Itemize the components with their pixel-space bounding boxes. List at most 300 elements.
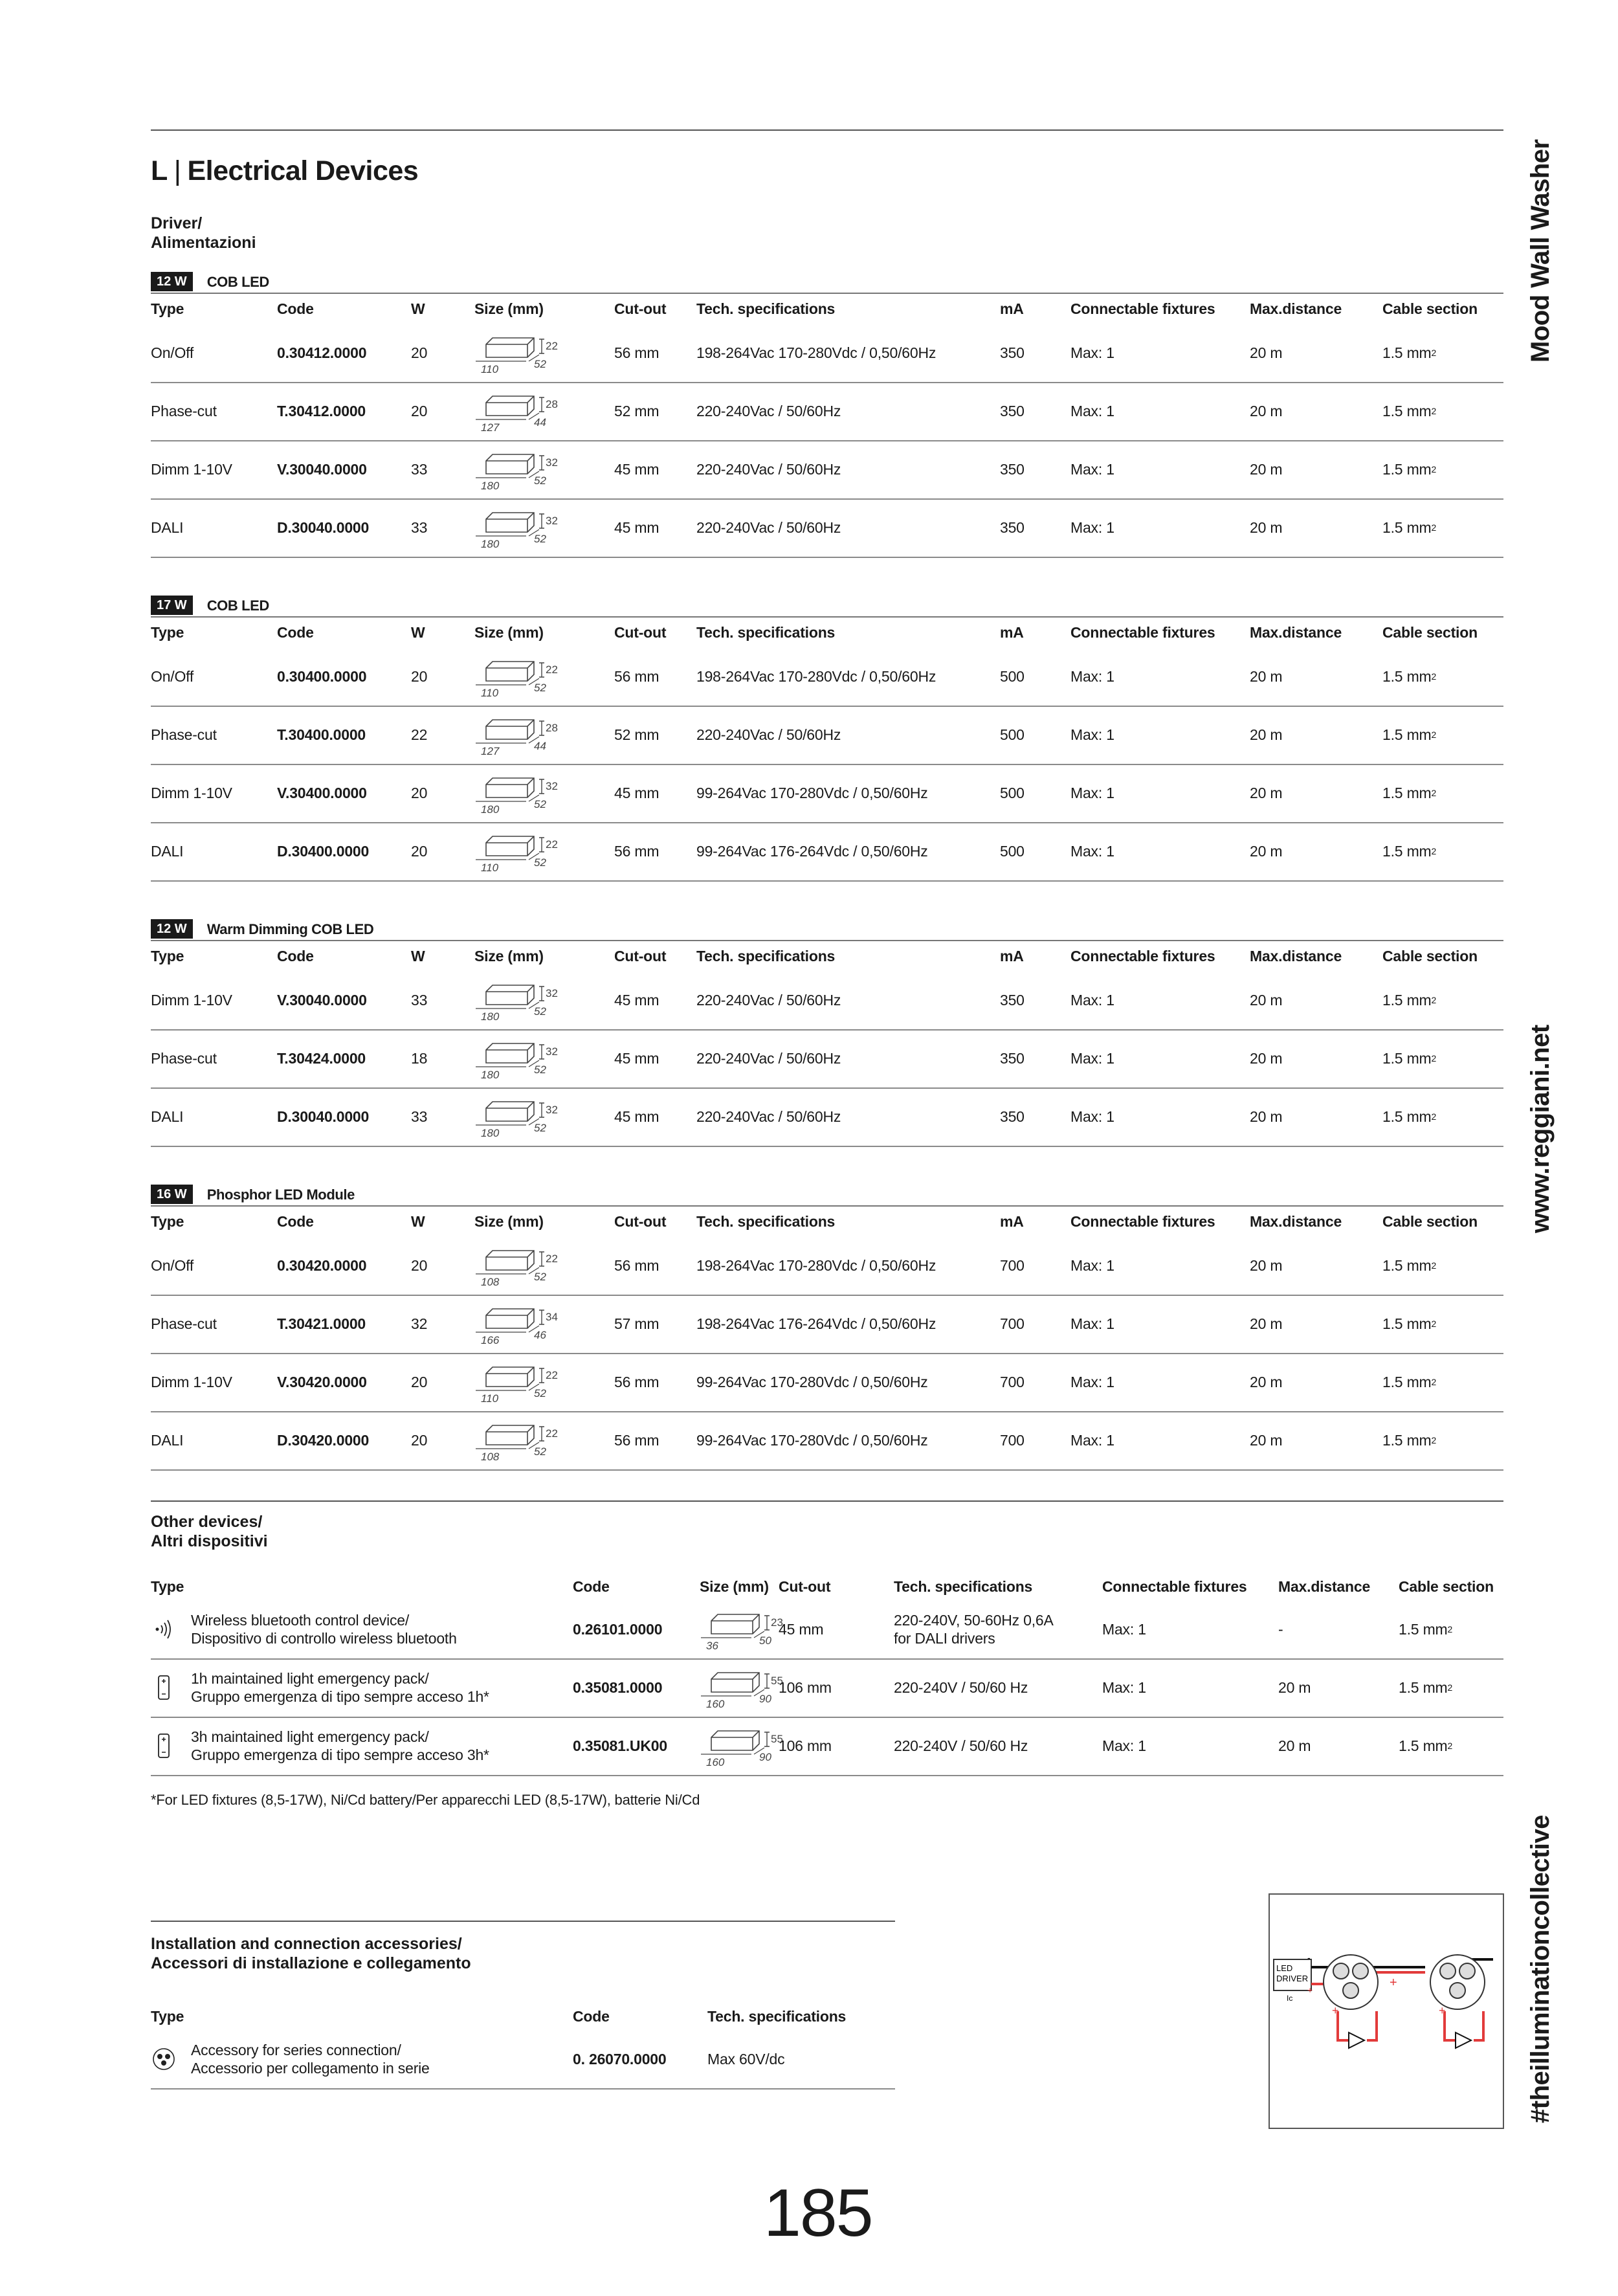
size-diagram-height-marker xyxy=(539,1103,544,1117)
size-diagram xyxy=(474,831,565,874)
col-distance-header: Max.distance xyxy=(1250,1212,1342,1230)
accessories-heading-en: Installation and connection accessories/ xyxy=(151,1935,462,1953)
col-cutout-header: Cut-out xyxy=(614,947,667,964)
cable-cell-exponent: 2 xyxy=(1431,464,1437,474)
cutout-cell: 57 mm xyxy=(614,1315,659,1332)
col-size-header: Size (mm) xyxy=(474,1212,544,1230)
section-name: COB LED xyxy=(206,597,269,614)
acc-type-cell xyxy=(191,2030,430,2088)
footnote: *For LED fixtures (8,5-17W), Ni/Cd battery/Per apparecchi LED (8,5-17W), batterie Ni/Cd xyxy=(151,1792,700,1808)
distance-cell: 20 m xyxy=(1250,1315,1283,1332)
size-diagram-box-outline xyxy=(486,454,534,474)
other-fixtures-cell: Max: 1 xyxy=(1102,1678,1146,1696)
size-diagram xyxy=(474,656,565,699)
tech-cell: 198-264Vac 170-280Vdc / 0,50/60Hz xyxy=(696,344,936,361)
other-cutout-cell: 106 mm xyxy=(779,1678,832,1696)
side-product-name: Mood Wall Washer xyxy=(1526,139,1555,362)
size-diagram-box-outline xyxy=(486,1102,534,1121)
col-code-header: Code xyxy=(277,1212,314,1230)
watt-cell: 33 xyxy=(411,1108,428,1125)
size-diagram-box-outline xyxy=(486,985,534,1005)
fixtures-cell: Max: 1 xyxy=(1070,991,1114,1009)
other-cable-cell-value: 1.5 mm xyxy=(1399,1737,1448,1754)
cable-cell-exponent: 2 xyxy=(1431,1111,1437,1122)
other-cutout-cell: 106 mm xyxy=(779,1737,832,1754)
tech-cell: 220-240Vac / 50/60Hz xyxy=(696,402,841,419)
other-type-cell-line-1: 3h maintained light emergency pack/ xyxy=(191,1728,429,1745)
size-diagram-width: 52 xyxy=(534,1445,546,1458)
other-size-diagram xyxy=(700,1667,790,1710)
watt-cell: 33 xyxy=(411,518,428,536)
table-header-row xyxy=(151,942,1503,970)
other-type-cell-line-2: Gruppo emergenza di tipo sempre acceso 3h* xyxy=(191,1746,489,1763)
tech-cell: 220-240Vac / 50/60Hz xyxy=(696,460,841,478)
ma-cell: 350 xyxy=(1000,402,1025,419)
size-diagram-drawing xyxy=(474,391,565,434)
size-diagram-height: 34 xyxy=(546,1311,558,1323)
cable-cell-value: 1.5 mm xyxy=(1382,842,1432,860)
cable-cell-exponent: 2 xyxy=(1431,995,1437,1005)
size-diagram-box-outline xyxy=(486,513,534,532)
size-diagram xyxy=(474,391,565,434)
watt-cell: 33 xyxy=(411,460,428,478)
distance-cell: 20 m xyxy=(1250,518,1283,536)
size-diagram-width: 52 xyxy=(534,358,546,370)
size-diagram-height-marker xyxy=(539,339,544,353)
other-size-diagram-length: 160 xyxy=(706,1698,725,1710)
code-cell: V.30040.0000 xyxy=(277,460,367,478)
size-diagram-drawing xyxy=(474,1038,565,1081)
size-diagram xyxy=(474,449,565,492)
other-fixtures-cell: Max: 1 xyxy=(1102,1620,1146,1638)
size-diagram-box-outline xyxy=(486,1251,534,1270)
fixtures-cell: Max: 1 xyxy=(1070,402,1114,419)
size-diagram-width: 52 xyxy=(534,1005,546,1018)
other-col-size-header: Size (mm) xyxy=(700,1577,769,1595)
cutout-cell: 56 mm xyxy=(614,1373,659,1390)
size-diagram-height-marker xyxy=(539,1045,544,1059)
size-diagram-box-outline xyxy=(486,1309,534,1328)
cable-cell-value: 1.5 mm xyxy=(1382,1373,1432,1390)
col-fixtures-header: Connectable fixtures xyxy=(1070,947,1215,964)
other-cable-cell-exponent: 2 xyxy=(1447,1682,1453,1693)
table-row xyxy=(151,1295,1503,1354)
series-connection-diagram xyxy=(1269,1893,1504,2129)
section-rule xyxy=(151,293,1503,294)
size-diagram-width: 46 xyxy=(534,1329,546,1341)
code-cell: D.30420.0000 xyxy=(277,1431,370,1449)
table-header-row xyxy=(151,295,1503,322)
size-diagram xyxy=(474,773,565,816)
tech-cell: 99-264Vac 170-280Vdc / 0,50/60Hz xyxy=(696,1373,928,1390)
col-ma-header: mA xyxy=(1000,300,1024,317)
size-diagram-box-outline xyxy=(486,396,534,416)
watt-cell: 20 xyxy=(411,344,428,361)
size-diagram-height: 28 xyxy=(546,398,558,410)
accessories-heading-it: Accessori di installazione e collegamento xyxy=(151,1954,471,1972)
driver-label-ic: Ic xyxy=(1287,1994,1293,2003)
other-size-diagram-length: 36 xyxy=(706,1640,718,1652)
other-type-cell-line-1: 1h maintained light emergency pack/ xyxy=(191,1670,429,1687)
other-size-diagram-height: 55 xyxy=(771,1733,783,1745)
size-diagram-drawing xyxy=(474,1420,565,1463)
cutout-cell: 56 mm xyxy=(614,1256,659,1274)
other-size-diagram-height-marker xyxy=(764,1616,770,1630)
ma-cell: 500 xyxy=(1000,667,1025,685)
led-symbol-1 xyxy=(1349,2033,1364,2048)
code-cell: T.30412.0000 xyxy=(277,402,366,419)
type-cell: DALI xyxy=(151,518,184,536)
connector-1-terminal-a xyxy=(1333,1963,1349,1979)
size-diagram-drawing xyxy=(474,1097,565,1139)
col-code-header: Code xyxy=(277,947,314,964)
size-diagram-length: 127 xyxy=(481,421,500,434)
size-diagram xyxy=(474,507,565,550)
watt-cell: 20 xyxy=(411,402,428,419)
code-cell: 0.30420.0000 xyxy=(277,1256,367,1274)
other-cutout-cell: 45 mm xyxy=(779,1620,824,1638)
connector-icon-svg xyxy=(152,2045,175,2073)
section-bar xyxy=(151,272,269,291)
other-size-diagram-length: 160 xyxy=(706,1756,725,1768)
size-diagram xyxy=(474,1304,565,1346)
col-ma-header: mA xyxy=(1000,623,1024,641)
drivers-heading-it: Alimentazioni xyxy=(151,234,256,252)
type-cell: Phase-cut xyxy=(151,1315,217,1332)
wattage-badge: 17 W xyxy=(151,596,193,615)
table-row xyxy=(151,706,1503,765)
size-diagram-drawing xyxy=(474,656,565,699)
fixtures-cell: Max: 1 xyxy=(1070,1108,1114,1125)
type-cell: Dimm 1-10V xyxy=(151,1373,232,1390)
size-diagram-height: 22 xyxy=(546,1253,558,1265)
size-diagram-height: 32 xyxy=(546,1045,558,1058)
col-cutout-header: Cut-out xyxy=(614,1212,667,1230)
cable-cell-exponent: 2 xyxy=(1431,671,1437,682)
col-code-header: Code xyxy=(277,300,314,317)
tech-cell: 198-264Vac 170-280Vdc / 0,50/60Hz xyxy=(696,1256,936,1274)
distance-cell: 20 m xyxy=(1250,1373,1283,1390)
col-w-header: W xyxy=(411,1212,425,1230)
cutout-cell: 52 mm xyxy=(614,402,659,419)
size-diagram-box-outline xyxy=(486,662,534,681)
tech-cell: 220-240Vac / 50/60Hz xyxy=(696,518,841,536)
col-w-header: W xyxy=(411,300,425,317)
size-diagram-length: 180 xyxy=(481,538,500,550)
size-diagram xyxy=(474,980,565,1023)
size-diagram xyxy=(474,715,565,757)
other-devices-heading xyxy=(151,1512,268,1551)
connector-pin-b xyxy=(165,2054,170,2059)
other-size-diagram xyxy=(700,1609,790,1652)
cable-cell xyxy=(1382,498,1436,557)
cable-cell-exponent: 2 xyxy=(1431,1260,1437,1271)
other-tech-cell xyxy=(894,1600,1054,1658)
fixtures-cell: Max: 1 xyxy=(1070,518,1114,536)
type-cell: DALI xyxy=(151,1431,184,1449)
cable-cell xyxy=(1382,647,1436,706)
size-diagram-height-marker xyxy=(539,779,544,794)
wiring-diagram-svg xyxy=(1270,1895,1503,2128)
col-tech-header: Tech. specifications xyxy=(696,1212,836,1230)
watt-cell: 32 xyxy=(411,1315,428,1332)
ma-cell: 500 xyxy=(1000,726,1025,743)
other-heading-en: Other devices/ xyxy=(151,1513,263,1531)
connector-1-terminal-c xyxy=(1343,1983,1358,1998)
driver-minus-sign: - xyxy=(1307,1952,1311,1963)
size-diagram-height: 32 xyxy=(546,987,558,999)
col-size-header: Size (mm) xyxy=(474,947,544,964)
code-cell: D.30040.0000 xyxy=(277,1108,370,1125)
cable-cell-value: 1.5 mm xyxy=(1382,402,1432,419)
cutout-cell: 56 mm xyxy=(614,1431,659,1449)
cutout-cell: 45 mm xyxy=(614,991,659,1009)
cable-cell xyxy=(1382,1236,1436,1295)
fixtures-cell: Max: 1 xyxy=(1070,667,1114,685)
table-row xyxy=(151,1087,1503,1147)
other-code-cell: 0.35081.UK00 xyxy=(573,1737,667,1754)
driver-plus-sign: + xyxy=(1307,1985,1313,1995)
size-diagram-length: 180 xyxy=(481,803,500,816)
other-type-cell-line-2: Gruppo emergenza di tipo sempre acceso 1h* xyxy=(191,1688,489,1705)
page-number: 185 xyxy=(764,2176,872,2251)
tech-cell: 220-240Vac / 50/60Hz xyxy=(696,1049,841,1067)
other-size-diagram-drawing xyxy=(700,1609,790,1652)
watt-cell: 20 xyxy=(411,667,428,685)
other-distance-cell: 20 m xyxy=(1278,1678,1311,1696)
other-type-cell-lines xyxy=(191,1669,489,1706)
watt-cell: 20 xyxy=(411,1431,428,1449)
col-distance-header: Max.distance xyxy=(1250,300,1342,317)
size-diagram-height-marker xyxy=(539,663,544,677)
type-cell: On/Off xyxy=(151,667,194,685)
distance-cell: 20 m xyxy=(1250,991,1283,1009)
led-2-plus-sign: + xyxy=(1439,2004,1446,2017)
size-diagram-length: 108 xyxy=(481,1276,500,1288)
size-diagram-height-marker xyxy=(539,986,544,1001)
cable-cell-value: 1.5 mm xyxy=(1382,460,1432,478)
cutout-cell: 56 mm xyxy=(614,667,659,685)
driver-label-led: LED xyxy=(1276,1963,1293,1973)
size-diagram-width: 44 xyxy=(534,416,546,429)
other-col-fix-header: Connectable fixtures xyxy=(1102,1577,1247,1595)
col-w-header: W xyxy=(411,623,425,641)
section-title: Electrical Devices xyxy=(187,155,419,186)
size-diagram-box-outline xyxy=(486,720,534,739)
size-diagram-height: 32 xyxy=(546,780,558,792)
accessories-rule xyxy=(151,1921,895,1922)
led-1-plus-sign: + xyxy=(1332,2004,1339,2017)
col-distance-header: Max.distance xyxy=(1250,947,1342,964)
cable-cell-exponent: 2 xyxy=(1431,1435,1437,1445)
ma-cell: 350 xyxy=(1000,1049,1025,1067)
size-diagram-height-marker xyxy=(539,456,544,470)
size-diagram xyxy=(474,1038,565,1081)
col-size-header: Size (mm) xyxy=(474,623,544,641)
fixtures-cell: Max: 1 xyxy=(1070,726,1114,743)
type-cell: Phase-cut xyxy=(151,402,217,419)
col-type-header: Type xyxy=(151,1212,184,1230)
other-col-code-header: Code xyxy=(573,1577,610,1595)
col-tech-header: Tech. specifications xyxy=(696,300,836,317)
cable-cell-exponent: 2 xyxy=(1431,522,1437,533)
watt-cell: 22 xyxy=(411,726,428,743)
other-cable-cell xyxy=(1399,1600,1452,1658)
battery-icon xyxy=(151,1658,177,1717)
size-diagram-drawing xyxy=(474,333,565,375)
red-loop-2 xyxy=(1445,2011,1483,2040)
col-cutout-header: Cut-out xyxy=(614,300,667,317)
size-diagram xyxy=(474,1245,565,1288)
cable-cell xyxy=(1382,1029,1436,1087)
fixtures-cell: Max: 1 xyxy=(1070,784,1114,801)
other-type-cell xyxy=(191,1658,489,1717)
tech-cell: 220-240Vac / 50/60Hz xyxy=(696,726,841,743)
table-row xyxy=(151,1029,1503,1089)
other-tech-cell-line-2: for DALI drivers xyxy=(894,1630,995,1647)
acc-col-code-header: Code xyxy=(573,2007,610,2025)
cutout-cell: 45 mm xyxy=(614,1049,659,1067)
other-cable-cell-exponent: 2 xyxy=(1447,1741,1453,1751)
col-fixtures-header: Connectable fixtures xyxy=(1070,300,1215,317)
size-diagram-length: 110 xyxy=(481,862,499,874)
type-cell: On/Off xyxy=(151,344,194,361)
driver-label-driver: DRIVER xyxy=(1276,1974,1309,1983)
code-cell: V.30040.0000 xyxy=(277,991,367,1009)
other-code-cell: 0.26101.0000 xyxy=(573,1620,663,1638)
distance-cell: 20 m xyxy=(1250,1049,1283,1067)
distance-cell: 20 m xyxy=(1250,726,1283,743)
size-diagram-width: 52 xyxy=(534,1122,546,1134)
type-cell: DALI xyxy=(151,1108,184,1125)
other-col-cut-header: Cut-out xyxy=(779,1577,831,1595)
size-diagram-drawing xyxy=(474,449,565,492)
cable-cell-value: 1.5 mm xyxy=(1382,784,1432,801)
section-bar xyxy=(151,1185,355,1204)
size-diagram-drawing xyxy=(474,1304,565,1346)
other-device-row xyxy=(151,1658,1503,1718)
watt-cell: 33 xyxy=(411,991,428,1009)
other-device-row xyxy=(151,1600,1503,1660)
size-diagram-drawing xyxy=(474,773,565,816)
watt-cell: 20 xyxy=(411,842,428,860)
size-diagram-width: 52 xyxy=(534,1387,546,1399)
other-size-diagram-height: 23 xyxy=(771,1616,783,1629)
acc-type-cell-line-2: Accessorio per collegamento in serie xyxy=(191,2060,430,2077)
type-cell: Phase-cut xyxy=(151,726,217,743)
col-type-header: Type xyxy=(151,300,184,317)
distance-cell: 20 m xyxy=(1250,1108,1283,1125)
connector-2-terminal-b xyxy=(1459,1963,1475,1979)
other-cable-cell xyxy=(1399,1658,1452,1717)
other-size-diagram-height-marker xyxy=(764,1732,770,1746)
size-diagram-height-marker xyxy=(539,838,544,852)
section-name: Phosphor LED Module xyxy=(206,1187,355,1203)
other-col-tech-header: Tech. specifications xyxy=(894,1577,1033,1595)
code-cell: D.30040.0000 xyxy=(277,518,370,536)
other-type-cell-lines xyxy=(191,1728,489,1764)
ma-cell: 350 xyxy=(1000,991,1025,1009)
size-diagram-width: 52 xyxy=(534,856,546,869)
fixtures-cell: Max: 1 xyxy=(1070,1256,1114,1274)
tech-cell: 99-264Vac 170-280Vdc / 0,50/60Hz xyxy=(696,784,928,801)
col-cable-header: Cable section xyxy=(1382,947,1478,964)
other-tech-cell-lines xyxy=(894,1611,1054,1647)
table-row xyxy=(151,822,1503,882)
cable-cell-exponent: 2 xyxy=(1431,406,1437,416)
other-header-row xyxy=(151,1573,1503,1600)
size-diagram-height-marker xyxy=(539,514,544,528)
other-tech-cell-line-1: 220-240V / 50/60 Hz xyxy=(894,1679,1028,1696)
tech-cell: 220-240Vac / 50/60Hz xyxy=(696,991,841,1009)
red-loop-1 xyxy=(1338,2011,1377,2040)
col-w-header: W xyxy=(411,947,425,964)
size-diagram-length: 110 xyxy=(481,687,499,699)
cable-cell xyxy=(1382,1411,1436,1469)
distance-cell: 20 m xyxy=(1250,344,1283,361)
other-devices-rule xyxy=(151,1500,1503,1502)
other-cable-cell-value: 1.5 mm xyxy=(1399,1620,1448,1638)
col-distance-header: Max.distance xyxy=(1250,623,1342,641)
section-rule xyxy=(151,1205,1503,1207)
other-size-diagram-width: 50 xyxy=(759,1634,771,1647)
acc-code-cell: 0. 26070.0000 xyxy=(573,2050,667,2068)
fixtures-cell: Max: 1 xyxy=(1070,1049,1114,1067)
connector-pin-a xyxy=(157,2054,162,2059)
size-diagram-height-marker xyxy=(539,397,544,412)
acc-type-cell-line-1: Accessory for series connection/ xyxy=(191,2042,401,2058)
col-fixtures-header: Connectable fixtures xyxy=(1070,623,1215,641)
table-row xyxy=(151,498,1503,558)
fixtures-cell: Max: 1 xyxy=(1070,344,1114,361)
top-rule xyxy=(151,129,1503,131)
other-distance-cell: - xyxy=(1278,1620,1283,1638)
cutout-cell: 45 mm xyxy=(614,1108,659,1125)
col-tech-header: Tech. specifications xyxy=(696,623,836,641)
size-diagram-height: 22 xyxy=(546,838,558,851)
col-code-header: Code xyxy=(277,623,314,641)
size-diagram-box-outline xyxy=(486,1367,534,1387)
table-header-row xyxy=(151,1208,1503,1235)
col-cable-header: Cable section xyxy=(1382,300,1478,317)
accessory-row xyxy=(151,2030,895,2090)
size-diagram-height: 22 xyxy=(546,663,558,676)
other-col-dist-header: Max.distance xyxy=(1278,1577,1371,1595)
col-fixtures-header: Connectable fixtures xyxy=(1070,1212,1215,1230)
section-bar xyxy=(151,919,373,939)
size-diagram-length: 180 xyxy=(481,1127,500,1139)
cable-cell-exponent: 2 xyxy=(1431,788,1437,798)
fixtures-cell: Max: 1 xyxy=(1070,1315,1114,1332)
section-rule xyxy=(151,616,1503,618)
bluetooth-signal-icon-svg xyxy=(152,1615,175,1644)
other-code-cell: 0.35081.0000 xyxy=(573,1678,663,1696)
cable-cell-exponent: 2 xyxy=(1431,730,1437,740)
fixtures-cell: Max: 1 xyxy=(1070,1373,1114,1390)
cable-cell xyxy=(1382,971,1436,1029)
distance-cell: 20 m xyxy=(1250,667,1283,685)
col-size-header: Size (mm) xyxy=(474,300,544,317)
wattage-badge: 12 W xyxy=(151,272,193,291)
tech-cell: 198-264Vac 170-280Vdc / 0,50/60Hz xyxy=(696,667,936,685)
size-diagram-width: 52 xyxy=(534,474,546,487)
type-cell: Dimm 1-10V xyxy=(151,991,232,1009)
connector-1-terminal-b xyxy=(1353,1963,1368,1979)
col-type-header: Type xyxy=(151,623,184,641)
distance-cell: 20 m xyxy=(1250,460,1283,478)
fixtures-cell: Max: 1 xyxy=(1070,1431,1114,1449)
other-size-diagram-height: 55 xyxy=(771,1675,783,1687)
